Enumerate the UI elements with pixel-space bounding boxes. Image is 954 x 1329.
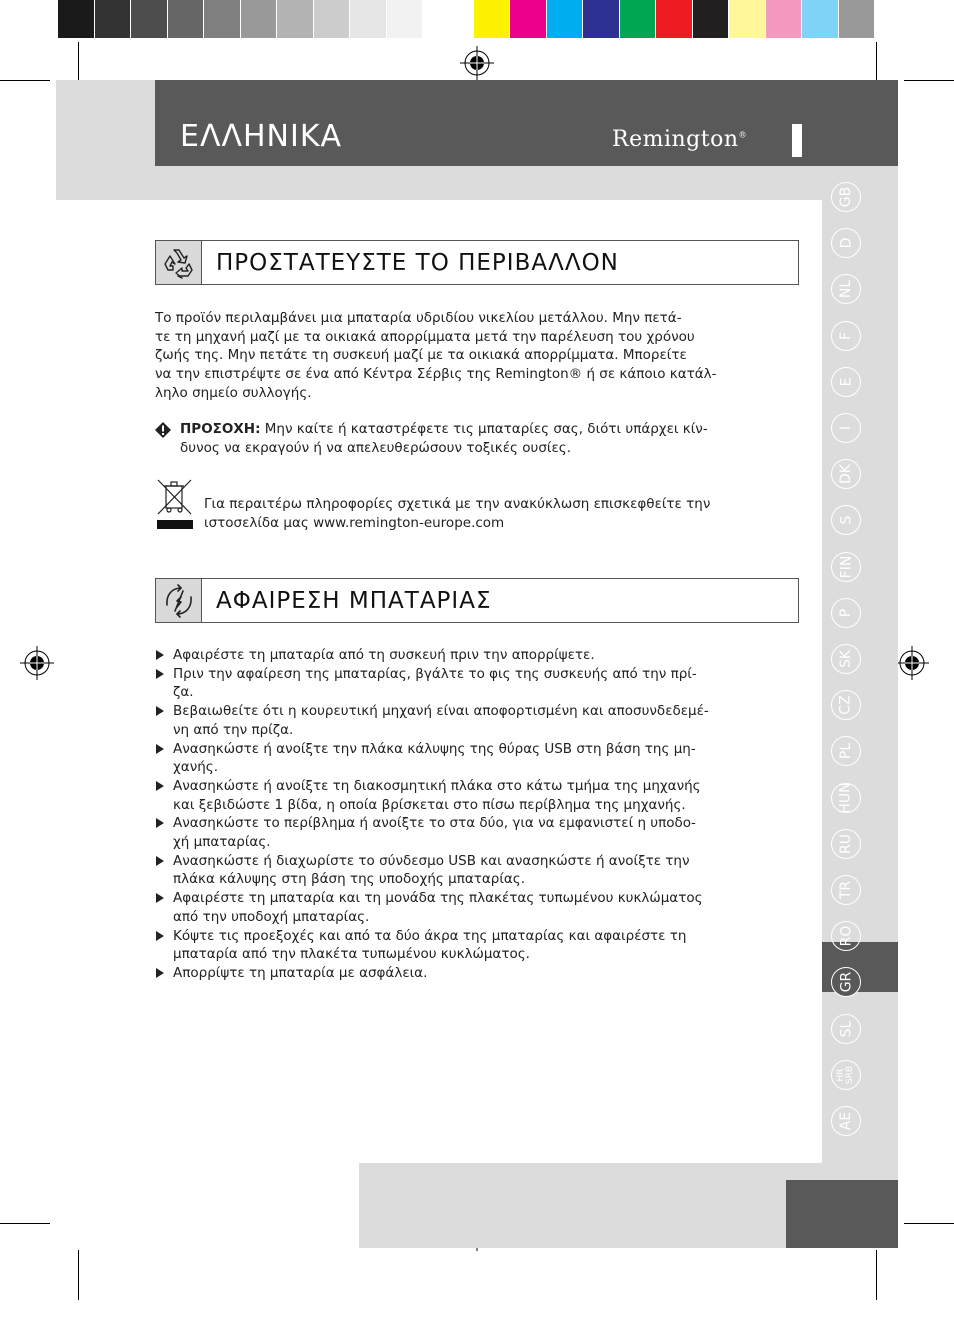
crop-mark: [876, 42, 877, 82]
color-swatch: [168, 0, 205, 38]
list-item-line: και ξεβιδώστε 1 βίδα, η οποία βρίσκεται στο πίσω περίβλημα της μηχανής.: [173, 796, 686, 813]
warning-text-continued: δυνος να εκραγούν ή να απελευθερώσουν τοξικές ουσίες.: [180, 439, 571, 456]
language-tab-label: HR SRB: [835, 1065, 855, 1084]
paragraph-line: ζωής της. Μην πετάτε τη συσκευή μαζί με τα οικιακά απορρίμματα. Μπορείτε: [155, 347, 687, 364]
language-tab-fin[interactable]: [831, 552, 861, 582]
language-tab-d[interactable]: [831, 228, 861, 258]
color-swatch: [131, 0, 168, 38]
language-tab-label: S: [837, 515, 854, 525]
crop-mark: [876, 1250, 877, 1300]
language-tab-label: P: [837, 608, 854, 618]
list-item-line: Ανασηκώστε ή διαχωρίστε το σύνδεσμο USB και ανασηκώστε ή ανοίξτε την: [173, 852, 690, 869]
color-swatch: [547, 0, 584, 38]
color-swatch: [314, 0, 351, 38]
list-item: [155, 814, 795, 851]
language-tab-label: PL: [838, 743, 854, 760]
language-tab-hr-srb[interactable]: [831, 1060, 861, 1090]
battery-removal-steps: [155, 646, 795, 983]
color-swatch: [350, 0, 387, 38]
language-tab-dk[interactable]: [831, 459, 861, 489]
language-tab-ru[interactable]: [831, 829, 861, 859]
printer-color-bar: [58, 0, 875, 38]
language-tab-gb[interactable]: [831, 182, 861, 212]
language-tab-label: SK: [837, 649, 854, 669]
language-tab-p[interactable]: [831, 598, 861, 628]
list-item-line: Ανασηκώστε ή ανοίξτε τη διακοσμητική πλάκα στο κάτω τμήμα της μηχανής: [173, 777, 701, 794]
language-tab-label: RO: [838, 925, 854, 947]
crop-mark: [78, 42, 79, 82]
color-swatch: [58, 0, 95, 38]
list-item: [155, 702, 795, 739]
language-tab-sk[interactable]: [831, 644, 861, 674]
warning-diamond-icon: [155, 422, 171, 438]
color-swatch: [474, 0, 511, 38]
page-title: ΕΛΛΗΝΙΚΑ: [180, 119, 343, 154]
list-item-line: Αφαιρέστε τη μπαταρία από τη συσκευή πριν την απορρίψετε.: [173, 647, 595, 663]
list-item: [155, 889, 795, 926]
language-tab-e[interactable]: [831, 367, 861, 397]
list-item: [155, 777, 795, 814]
list-item-line: Ανασηκώστε ή ανοίξτε την πλάκα κάλυψης της θύρας USB στη βάση της μη-: [173, 740, 696, 757]
crop-mark: [904, 1223, 954, 1224]
language-tab-ro[interactable]: [831, 921, 861, 951]
list-item: [155, 964, 795, 983]
registration-mark-icon: [460, 46, 494, 80]
color-swatch: [423, 0, 460, 38]
color-swatch: [387, 0, 424, 38]
language-tab-label: HUN: [838, 781, 854, 814]
list-item-line: νη από την πρίζα.: [173, 721, 294, 738]
language-tab-label: GB: [837, 186, 854, 208]
registration-mark-icon: [20, 646, 54, 680]
color-swatch: [839, 0, 876, 38]
language-tab-f[interactable]: [831, 321, 861, 351]
warning-label: ΠΡΟΣΟΧΗ:: [180, 421, 261, 437]
paragraph-line: ληλο σημείο συλλογής.: [155, 384, 312, 401]
list-item-line: Αφαιρέστε τη μπαταρία και τη μονάδα της πλακέτας τυπωμένου κυκλώματος: [173, 890, 703, 907]
list-item-line: Πριν την αφαίρεση της μπαταρίας, βγάλτε το φις της συσκευής από την πρί-: [173, 665, 697, 682]
language-tab-label: I: [837, 425, 854, 431]
environment-paragraph: [155, 309, 795, 403]
crop-mark: [0, 1223, 50, 1224]
list-item-line: πλάκα κάλυψης στη βάση της υποδοχής μπαταρίας.: [173, 871, 526, 888]
language-tab-label: DK: [838, 464, 854, 485]
language-tab-sl[interactable]: [831, 1014, 861, 1044]
crop-mark: [0, 80, 50, 81]
color-swatch: [802, 0, 839, 38]
color-swatch: [729, 0, 766, 38]
language-tab-i[interactable]: [831, 413, 861, 443]
language-tab-label: F: [838, 331, 854, 340]
crop-mark: [904, 80, 954, 81]
section-title: ΠΡΟΣΤΑΤΕΥΣΤΕ ΤΟ ΠΕΡΙΒΑΛΛΟΝ: [216, 250, 619, 276]
language-tab-cz[interactable]: [831, 690, 861, 720]
color-swatch: [620, 0, 657, 38]
list-item-line: μπαταρία από την πλακέτα τυπωμένου κυκλώματος.: [173, 946, 530, 963]
paragraph-line: τε τη μηχανή μαζί με τα οικιακά απορρίμματα μετά την παρέλευση του χρόνου: [155, 328, 695, 345]
warning-note: [155, 420, 795, 457]
list-item-line: ζα.: [173, 684, 194, 701]
crossed-bin-icon: [155, 476, 195, 532]
recycling-info: Για περαιτέρω πληροφορίες σχετικά με την ανακύκλωση επισκεφθείτε την ιστοσελίδα μας www.remington-europe.com: [204, 496, 711, 531]
language-tab-label: CZ: [838, 695, 854, 715]
list-item: [155, 665, 795, 702]
list-item: [155, 927, 795, 964]
color-bar-gap: [460, 0, 474, 38]
language-tab-label: FIN: [838, 555, 854, 578]
language-tab-label: GR: [837, 972, 854, 993]
section-heading-environment: [155, 240, 799, 285]
list-item: [155, 646, 795, 665]
color-swatch: [656, 0, 693, 38]
brand-logo: Remington®: [612, 127, 747, 152]
color-swatch: [510, 0, 547, 38]
crop-mark: [78, 1250, 79, 1300]
paragraph-line: να την επιστρέψτε σε ένα από Κέντρα Σέρβις της Remington® ή σε κάποιο κατάλ-: [155, 366, 717, 383]
battery-removal-icon: [156, 579, 202, 622]
brand-logo-bar: [792, 124, 802, 157]
section-title: ΑΦΑΙΡΕΣΗ ΜΠΑΤΑΡΙΑΣ: [216, 588, 492, 614]
color-swatch: [693, 0, 730, 38]
warning-text: Μην καίτε ή καταστρέφετε τις μπαταρίες σας, διότι υπάρχει κίν-: [260, 421, 708, 437]
language-tab-label: AE: [838, 1111, 854, 1131]
list-item: [155, 740, 795, 777]
color-swatch: [204, 0, 241, 38]
page-frame-top: [56, 166, 898, 200]
language-tab-label: RU: [837, 833, 854, 854]
language-tab-ae[interactable]: [831, 1106, 861, 1136]
list-item-line: Βεβαιωθείτε ότι η κουρευτική μηχανή είναι αποφορτισμένη και αποσυνδεδεμέ-: [173, 703, 709, 720]
color-swatch: [583, 0, 620, 38]
list-item-line: Ανασηκώστε το περίβλημα ή ανοίξτε το στα δύο, για να εμφανιστεί η υποδο-: [173, 815, 696, 832]
language-tab-label: D: [838, 237, 854, 249]
language-tab-label: E: [837, 377, 854, 387]
language-tab-label: TR: [838, 880, 854, 900]
language-tab-hun[interactable]: [831, 783, 861, 813]
language-tab-tr[interactable]: [831, 875, 861, 905]
color-swatch: [277, 0, 314, 38]
language-tab-label: NL: [838, 280, 854, 299]
section-heading-battery-removal: [155, 578, 799, 623]
list-item-line: Απορρίψτε τη μπαταρία με ασφάλεια.: [173, 964, 428, 981]
list-item-line: Κόψτε τις προεξοχές και από τα δύο άκρα της μπαταρίας και αφαιρέστε τη: [173, 927, 687, 944]
color-swatch: [241, 0, 278, 38]
list-item-line: χή μπαταρίας.: [173, 834, 271, 851]
list-item: [155, 852, 795, 889]
registration-mark-icon: [895, 646, 929, 680]
language-tab-label: SL: [838, 1020, 854, 1037]
page-number-block: [786, 1180, 898, 1248]
color-swatch: [95, 0, 132, 38]
recycle-icon: [156, 241, 202, 284]
color-swatch: [766, 0, 803, 38]
paragraph-line: Το προϊόν περιλαμβάνει μια μπαταρία υδριδίου νικελίου μετάλλου. Μην πετά-: [155, 310, 682, 326]
list-item-line: χανής.: [173, 759, 219, 776]
list-item-line: από την υποδοχή μπαταρίας.: [173, 908, 370, 925]
